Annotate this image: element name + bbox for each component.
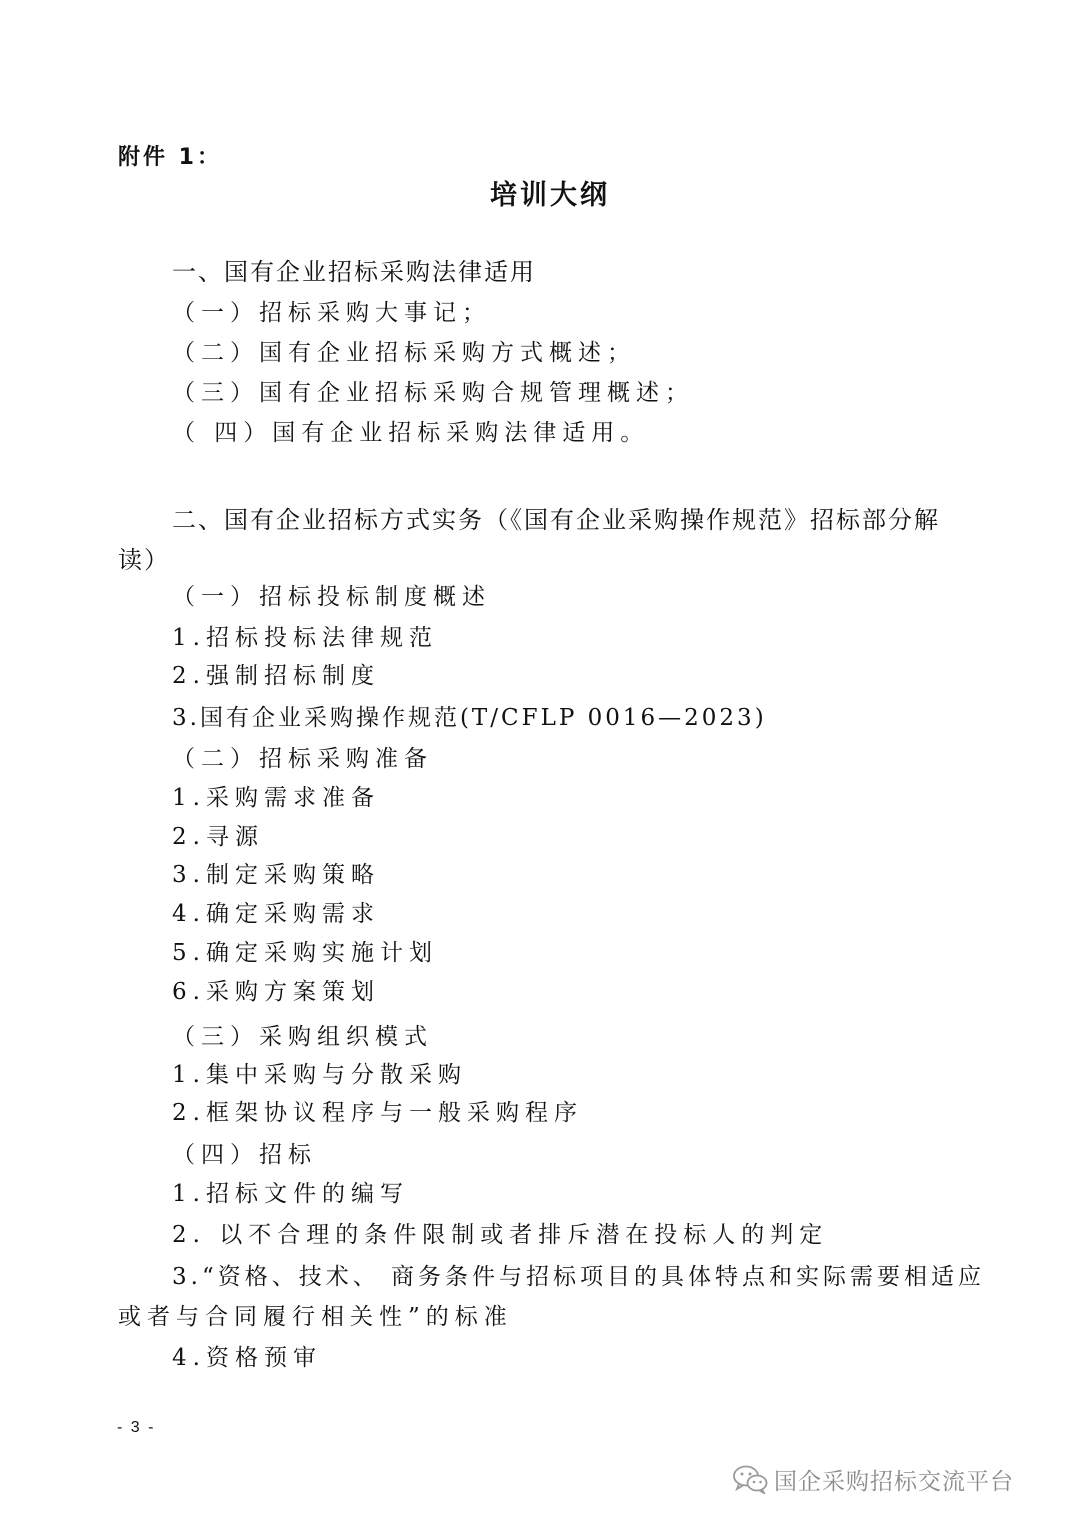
section2-heading-cont: 读） — [118, 546, 170, 574]
section1-item: （三）国有企业招标采购合规管理概述； — [172, 380, 694, 406]
subsection-heading: （三）采购组织模式 — [172, 1024, 433, 1050]
watermark — [732, 1462, 1014, 1496]
list-item: 1.集中采购与分散采购 — [172, 1062, 467, 1088]
document-title: 培训大纲 — [490, 180, 610, 211]
list-item: 6.采购方案策划 — [172, 979, 380, 1005]
list-item: 2.框架协议程序与一般采购程序 — [172, 1100, 583, 1126]
list-item: 3.国有企业采购操作规范(T/CFLP 0016—2023) — [172, 705, 767, 731]
wechat-icon — [732, 1464, 768, 1494]
watermark-text: 国企采购招标交流平台 — [774, 1468, 1014, 1495]
list-item: 1.采购需求准备 — [172, 785, 380, 811]
section1-heading: 一、国有企业招标采购法律适用 — [172, 258, 536, 286]
list-item: 1.招标文件的编写 — [172, 1181, 409, 1207]
section1-item: （ 四）国有企业招标采购法律适用。 — [172, 420, 650, 446]
attachment-label: 附件 1： — [118, 145, 222, 170]
list-item: 1.招标投标法律规范 — [172, 625, 438, 651]
list-item-cont: 或者与合同履行相关性”的标准 — [118, 1304, 513, 1330]
list-item: 3.“资格、技术、 商务条件与招标项目的具体特点和实际需要相适应 — [172, 1264, 986, 1290]
list-item: 4.资格预审 — [172, 1345, 322, 1371]
section1-item: （一）招标采购大事记； — [172, 300, 491, 326]
section1-item: （二）国有企业招标采购方式概述； — [172, 340, 636, 366]
section2-heading: 二、国有企业招标方式实务（《国有企业采购操作规范》招标部分解 — [172, 506, 940, 534]
subsection-heading: （二）招标采购准备 — [172, 746, 433, 772]
page-number: - 3 - — [117, 1419, 156, 1436]
list-item: 2.强制招标制度 — [172, 663, 380, 689]
subsection-heading: （四）招标 — [172, 1142, 317, 1168]
subsection-heading: （一）招标投标制度概述 — [172, 584, 491, 610]
list-item: 5.确定采购实施计划 — [172, 940, 438, 966]
list-item: 3.制定采购策略 — [172, 862, 380, 888]
list-item: 4.确定采购需求 — [172, 901, 380, 927]
list-item: 2.寻源 — [172, 824, 264, 850]
list-item: 2. 以不合理的条件限制或者排斥潜在投标人的判定 — [172, 1222, 829, 1248]
